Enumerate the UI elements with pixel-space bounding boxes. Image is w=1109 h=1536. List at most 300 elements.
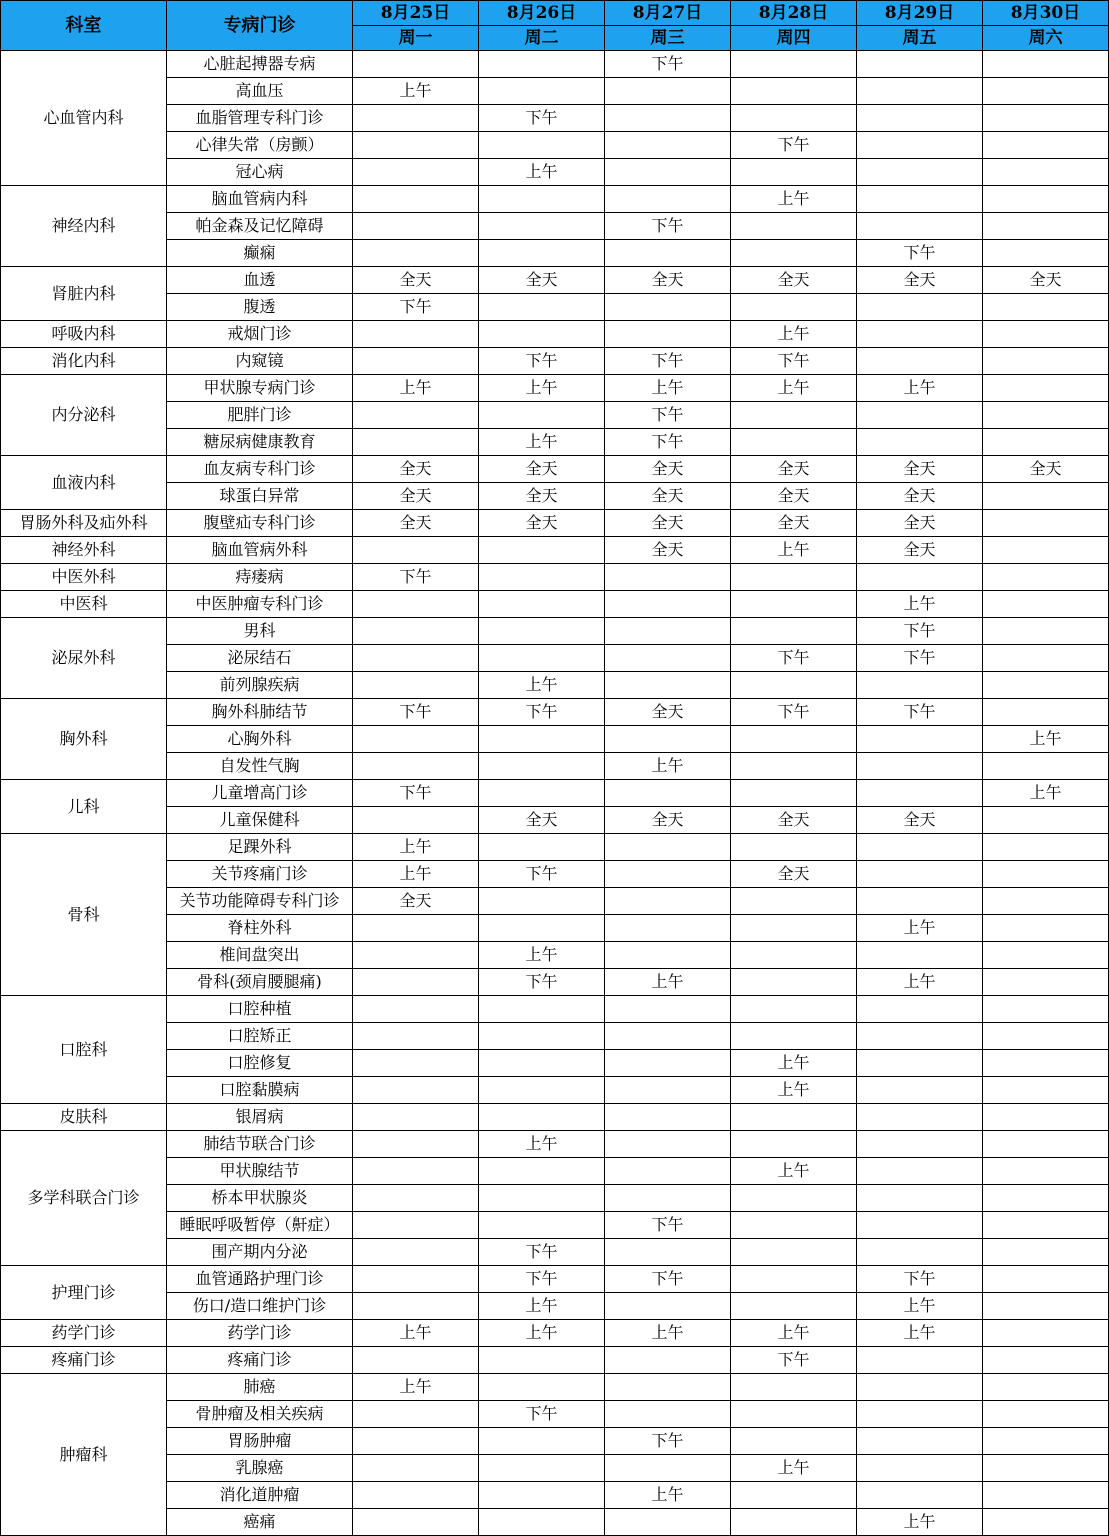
schedule-slot-cell	[983, 618, 1109, 645]
department-cell: 呼吸内科	[1, 321, 167, 348]
table-row	[1, 915, 1109, 942]
schedule-slot-cell	[605, 1050, 731, 1077]
schedule-slot-cell: 全天	[857, 456, 983, 483]
table-row	[1, 645, 1109, 672]
schedule-slot-cell: 全天	[605, 456, 731, 483]
schedule-slot-cell	[353, 915, 479, 942]
schedule-slot-cell: 上午	[857, 1509, 983, 1536]
schedule-slot-cell: 上午	[353, 1320, 479, 1347]
department-cell: 中医外科	[1, 564, 167, 591]
schedule-slot-cell	[479, 915, 605, 942]
schedule-slot-cell: 下午	[353, 780, 479, 807]
schedule-slot-cell: 全天	[353, 267, 479, 294]
schedule-slot-cell	[605, 780, 731, 807]
schedule-slot-cell	[353, 1266, 479, 1293]
clinic-cell: 肺癌	[167, 1374, 353, 1401]
schedule-slot-cell: 下午	[479, 969, 605, 996]
schedule-header	[1, 1, 1109, 51]
table-row	[1, 780, 1109, 807]
schedule-slot-cell	[479, 1077, 605, 1104]
schedule-slot-cell	[353, 807, 479, 834]
schedule-slot-cell	[353, 348, 479, 375]
schedule-slot-cell	[983, 1347, 1109, 1374]
schedule-slot-cell	[857, 105, 983, 132]
table-row	[1, 1374, 1109, 1401]
table-row	[1, 1185, 1109, 1212]
schedule-slot-cell	[605, 672, 731, 699]
schedule-slot-cell	[857, 294, 983, 321]
clinic-cell: 口腔矫正	[167, 1023, 353, 1050]
schedule-slot-cell	[983, 1023, 1109, 1050]
schedule-slot-cell	[353, 1293, 479, 1320]
schedule-slot-cell: 全天	[731, 456, 857, 483]
schedule-slot-cell	[605, 1158, 731, 1185]
schedule-slot-cell: 全天	[605, 537, 731, 564]
schedule-slot-cell	[731, 1374, 857, 1401]
schedule-slot-cell	[353, 753, 479, 780]
header-date: 8月30日	[983, 1, 1109, 26]
schedule-slot-cell: 全天	[857, 483, 983, 510]
clinic-cell: 儿童增高门诊	[167, 780, 353, 807]
schedule-slot-cell: 下午	[605, 429, 731, 456]
schedule-slot-cell	[983, 807, 1109, 834]
clinic-cell: 心脏起搏器专病	[167, 51, 353, 78]
header-date: 8月28日	[731, 1, 857, 26]
schedule-slot-cell	[353, 429, 479, 456]
table-row	[1, 699, 1109, 726]
clinic-cell: 儿童保健科	[167, 807, 353, 834]
department-cell: 消化内科	[1, 348, 167, 375]
schedule-slot-cell	[983, 645, 1109, 672]
clinic-cell: 糖尿病健康教育	[167, 429, 353, 456]
schedule-slot-cell: 全天	[479, 456, 605, 483]
schedule-slot-cell: 上午	[857, 969, 983, 996]
table-row	[1, 510, 1109, 537]
schedule-slot-cell: 下午	[605, 51, 731, 78]
schedule-slot-cell	[479, 1482, 605, 1509]
table-row	[1, 1293, 1109, 1320]
schedule-slot-cell	[983, 1239, 1109, 1266]
schedule-slot-cell	[353, 1077, 479, 1104]
table-row	[1, 267, 1109, 294]
schedule-slot-cell	[353, 1428, 479, 1455]
schedule-slot-cell	[857, 51, 983, 78]
table-row	[1, 1023, 1109, 1050]
table-row	[1, 402, 1109, 429]
clinic-cell: 关节功能障碍专科门诊	[167, 888, 353, 915]
header-weekday: 周五	[857, 26, 983, 51]
schedule-slot-cell: 上午	[731, 1077, 857, 1104]
table-row	[1, 51, 1109, 78]
clinic-cell: 腹壁疝专科门诊	[167, 510, 353, 537]
clinic-cell: 胸外科肺结节	[167, 699, 353, 726]
schedule-slot-cell	[983, 78, 1109, 105]
schedule-slot-cell	[983, 1428, 1109, 1455]
clinic-cell: 椎间盘突出	[167, 942, 353, 969]
table-row	[1, 240, 1109, 267]
schedule-slot-cell	[857, 1455, 983, 1482]
schedule-slot-cell	[353, 645, 479, 672]
clinic-cell: 泌尿结石	[167, 645, 353, 672]
schedule-slot-cell	[731, 996, 857, 1023]
schedule-slot-cell	[983, 942, 1109, 969]
schedule-slot-cell	[605, 1077, 731, 1104]
schedule-slot-cell	[605, 1293, 731, 1320]
schedule-slot-cell	[479, 564, 605, 591]
table-row	[1, 807, 1109, 834]
department-cell: 肿瘤科	[1, 1374, 167, 1536]
schedule-slot-cell	[983, 969, 1109, 996]
schedule-slot-cell: 全天	[479, 267, 605, 294]
department-cell: 皮肤科	[1, 1104, 167, 1131]
schedule-slot-cell	[479, 213, 605, 240]
table-row	[1, 105, 1109, 132]
schedule-slot-cell: 下午	[857, 1266, 983, 1293]
schedule-slot-cell: 上午	[353, 78, 479, 105]
schedule-slot-cell: 全天	[731, 267, 857, 294]
schedule-slot-cell	[353, 672, 479, 699]
schedule-slot-cell	[479, 645, 605, 672]
header-date: 8月26日	[479, 1, 605, 26]
schedule-slot-cell	[731, 726, 857, 753]
schedule-slot-cell	[731, 51, 857, 78]
schedule-slot-cell: 上午	[731, 1455, 857, 1482]
clinic-cell: 高血压	[167, 78, 353, 105]
schedule-slot-cell	[983, 888, 1109, 915]
schedule-slot-cell	[857, 1401, 983, 1428]
table-row	[1, 294, 1109, 321]
schedule-slot-cell	[353, 996, 479, 1023]
schedule-slot-cell	[479, 51, 605, 78]
clinic-cell: 冠心病	[167, 159, 353, 186]
schedule-slot-cell: 全天	[857, 510, 983, 537]
schedule-slot-cell	[983, 1482, 1109, 1509]
schedule-slot-cell	[983, 699, 1109, 726]
clinic-cell: 肺结节联合门诊	[167, 1131, 353, 1158]
schedule-slot-cell	[983, 1320, 1109, 1347]
schedule-slot-cell	[353, 159, 479, 186]
schedule-slot-cell: 上午	[479, 672, 605, 699]
clinic-cell: 疼痛门诊	[167, 1347, 353, 1374]
schedule-slot-cell: 下午	[605, 348, 731, 375]
schedule-slot-cell	[857, 726, 983, 753]
schedule-slot-cell	[983, 321, 1109, 348]
schedule-slot-cell	[983, 105, 1109, 132]
schedule-slot-cell: 上午	[479, 1293, 605, 1320]
clinic-cell: 中医肿瘤专科门诊	[167, 591, 353, 618]
header-weekday: 周四	[731, 26, 857, 51]
schedule-slot-cell: 上午	[857, 1320, 983, 1347]
department-cell: 药学门诊	[1, 1320, 167, 1347]
schedule-slot-cell	[605, 834, 731, 861]
header-department: 科室	[1, 1, 167, 51]
clinic-cell: 伤口/造口维护门诊	[167, 1293, 353, 1320]
schedule-slot-cell: 全天	[983, 456, 1109, 483]
table-row	[1, 591, 1109, 618]
schedule-slot-cell: 全天	[857, 537, 983, 564]
schedule-slot-cell	[353, 1104, 479, 1131]
schedule-slot-cell	[983, 1374, 1109, 1401]
schedule-slot-cell	[983, 564, 1109, 591]
table-row	[1, 753, 1109, 780]
schedule-slot-cell	[479, 888, 605, 915]
schedule-slot-cell: 上午	[731, 321, 857, 348]
table-row	[1, 1347, 1109, 1374]
schedule-slot-cell	[731, 618, 857, 645]
schedule-slot-cell	[605, 159, 731, 186]
schedule-slot-cell	[731, 1212, 857, 1239]
department-cell: 骨科	[1, 834, 167, 996]
schedule-slot-cell	[731, 1482, 857, 1509]
schedule-slot-cell: 下午	[605, 1266, 731, 1293]
schedule-slot-cell	[731, 105, 857, 132]
schedule-slot-cell	[479, 537, 605, 564]
schedule-slot-cell	[353, 402, 479, 429]
clinic-cell: 脊柱外科	[167, 915, 353, 942]
schedule-slot-cell	[731, 672, 857, 699]
schedule-slot-cell: 上午	[479, 942, 605, 969]
header-date: 8月25日	[353, 1, 479, 26]
schedule-slot-cell	[353, 969, 479, 996]
schedule-slot-cell	[983, 591, 1109, 618]
department-cell: 神经外科	[1, 537, 167, 564]
schedule-slot-cell: 下午	[857, 645, 983, 672]
schedule-slot-cell	[857, 753, 983, 780]
department-cell: 儿科	[1, 780, 167, 834]
schedule-slot-cell	[605, 1347, 731, 1374]
schedule-slot-cell	[479, 1455, 605, 1482]
header-date: 8月29日	[857, 1, 983, 26]
header-weekday: 周三	[605, 26, 731, 51]
schedule-slot-cell: 上午	[731, 1320, 857, 1347]
schedule-slot-cell: 全天	[731, 510, 857, 537]
schedule-slot-cell	[605, 1374, 731, 1401]
table-row	[1, 996, 1109, 1023]
schedule-slot-cell	[857, 834, 983, 861]
schedule-slot-cell	[353, 1023, 479, 1050]
schedule-slot-cell: 下午	[353, 699, 479, 726]
schedule-slot-cell: 上午	[605, 375, 731, 402]
schedule-slot-cell	[731, 213, 857, 240]
schedule-slot-cell: 下午	[857, 240, 983, 267]
department-cell: 中医科	[1, 591, 167, 618]
schedule-slot-cell	[605, 996, 731, 1023]
table-row	[1, 1131, 1109, 1158]
schedule-slot-cell: 全天	[983, 267, 1109, 294]
table-row	[1, 834, 1109, 861]
clinic-cell: 心律失常（房颤）	[167, 132, 353, 159]
table-row	[1, 1050, 1109, 1077]
clinic-cell: 自发性气胸	[167, 753, 353, 780]
schedule-slot-cell: 上午	[353, 834, 479, 861]
schedule-slot-cell: 全天	[605, 510, 731, 537]
clinic-cell: 口腔修复	[167, 1050, 353, 1077]
schedule-slot-cell	[731, 1401, 857, 1428]
schedule-slot-cell	[857, 1212, 983, 1239]
schedule-slot-cell	[479, 78, 605, 105]
schedule-slot-cell	[857, 429, 983, 456]
schedule-slot-cell: 下午	[353, 564, 479, 591]
clinic-cell: 药学门诊	[167, 1320, 353, 1347]
schedule-slot-cell	[353, 1131, 479, 1158]
table-row	[1, 1077, 1109, 1104]
schedule-slot-cell	[731, 1104, 857, 1131]
schedule-slot-cell	[857, 672, 983, 699]
schedule-slot-cell	[983, 51, 1109, 78]
table-row	[1, 321, 1109, 348]
schedule-slot-cell: 上午	[605, 1482, 731, 1509]
schedule-slot-cell	[857, 402, 983, 429]
schedule-slot-cell	[479, 1347, 605, 1374]
table-row	[1, 186, 1109, 213]
table-row	[1, 1509, 1109, 1536]
schedule-slot-cell	[857, 321, 983, 348]
department-cell: 肾脏内科	[1, 267, 167, 321]
schedule-slot-cell	[983, 1455, 1109, 1482]
schedule-slot-cell	[605, 888, 731, 915]
schedule-slot-cell: 下午	[353, 294, 479, 321]
schedule-slot-cell	[605, 1023, 731, 1050]
schedule-slot-cell	[731, 1509, 857, 1536]
schedule-slot-cell	[983, 672, 1109, 699]
schedule-slot-cell: 全天	[731, 483, 857, 510]
schedule-slot-cell: 上午	[731, 1050, 857, 1077]
schedule-body	[1, 51, 1109, 1536]
schedule-slot-cell	[731, 834, 857, 861]
schedule-slot-cell	[479, 1050, 605, 1077]
clinic-cell: 肥胖门诊	[167, 402, 353, 429]
header-date: 8月27日	[605, 1, 731, 26]
schedule-slot-cell	[479, 402, 605, 429]
clinic-cell: 癫痫	[167, 240, 353, 267]
schedule-slot-cell	[353, 591, 479, 618]
schedule-slot-cell	[353, 618, 479, 645]
schedule-slot-cell: 上午	[857, 1293, 983, 1320]
schedule-slot-cell: 下午	[731, 1347, 857, 1374]
schedule-slot-cell	[605, 240, 731, 267]
schedule-slot-cell	[857, 1077, 983, 1104]
table-row	[1, 942, 1109, 969]
department-cell: 护理门诊	[1, 1266, 167, 1320]
schedule-slot-cell: 全天	[479, 483, 605, 510]
table-row	[1, 1239, 1109, 1266]
schedule-slot-cell	[857, 348, 983, 375]
schedule-slot-cell	[605, 1185, 731, 1212]
schedule-slot-cell	[353, 1158, 479, 1185]
schedule-slot-cell	[983, 240, 1109, 267]
schedule-slot-cell	[857, 564, 983, 591]
schedule-slot-cell	[353, 321, 479, 348]
schedule-slot-cell: 下午	[605, 1428, 731, 1455]
schedule-slot-cell	[731, 294, 857, 321]
clinic-cell: 内窥镜	[167, 348, 353, 375]
schedule-slot-cell: 全天	[479, 807, 605, 834]
schedule-slot-cell	[731, 429, 857, 456]
header-weekday: 周一	[353, 26, 479, 51]
schedule-slot-cell	[479, 1023, 605, 1050]
schedule-slot-cell	[479, 1185, 605, 1212]
table-row	[1, 1212, 1109, 1239]
schedule-slot-cell	[731, 1428, 857, 1455]
schedule-slot-cell: 上午	[983, 726, 1109, 753]
schedule-slot-cell	[983, 996, 1109, 1023]
schedule-slot-cell	[479, 591, 605, 618]
schedule-slot-cell	[857, 1158, 983, 1185]
schedule-slot-cell	[983, 1293, 1109, 1320]
clinic-cell: 血管通路护理门诊	[167, 1266, 353, 1293]
schedule-slot-cell	[353, 1239, 479, 1266]
clinic-cell: 血透	[167, 267, 353, 294]
clinic-cell: 胃肠肿瘤	[167, 1428, 353, 1455]
schedule-slot-cell	[353, 1455, 479, 1482]
clinic-cell: 癌痛	[167, 1509, 353, 1536]
schedule-slot-cell: 上午	[605, 969, 731, 996]
schedule-slot-cell	[605, 186, 731, 213]
table-row	[1, 888, 1109, 915]
schedule-slot-cell	[605, 1104, 731, 1131]
schedule-slot-cell	[983, 375, 1109, 402]
table-row	[1, 1428, 1109, 1455]
schedule-slot-cell: 全天	[353, 888, 479, 915]
clinic-cell: 关节疼痛门诊	[167, 861, 353, 888]
schedule-slot-cell	[353, 1401, 479, 1428]
schedule-slot-cell: 下午	[731, 645, 857, 672]
schedule-slot-cell	[983, 1401, 1109, 1428]
clinic-cell: 银屑病	[167, 1104, 353, 1131]
schedule-slot-cell	[857, 1374, 983, 1401]
table-row	[1, 375, 1109, 402]
table-row	[1, 78, 1109, 105]
schedule-slot-cell	[731, 78, 857, 105]
schedule-slot-cell	[605, 78, 731, 105]
schedule-slot-cell: 上午	[479, 1320, 605, 1347]
schedule-slot-cell	[479, 1158, 605, 1185]
clinic-cell: 血友病专科门诊	[167, 456, 353, 483]
schedule-slot-cell	[479, 996, 605, 1023]
department-cell: 心血管内科	[1, 51, 167, 186]
schedule-slot-cell	[479, 1374, 605, 1401]
schedule-slot-cell: 上午	[479, 1131, 605, 1158]
schedule-slot-cell	[353, 186, 479, 213]
schedule-slot-cell	[983, 861, 1109, 888]
schedule-slot-cell: 上午	[353, 861, 479, 888]
schedule-slot-cell	[857, 888, 983, 915]
schedule-slot-cell	[983, 348, 1109, 375]
schedule-slot-cell	[983, 1077, 1109, 1104]
schedule-slot-cell: 全天	[353, 483, 479, 510]
schedule-slot-cell	[353, 105, 479, 132]
schedule-slot-cell	[857, 1185, 983, 1212]
table-row	[1, 429, 1109, 456]
schedule-slot-cell	[353, 1509, 479, 1536]
table-row	[1, 969, 1109, 996]
schedule-slot-cell	[605, 915, 731, 942]
clinic-cell: 围产期内分泌	[167, 1239, 353, 1266]
schedule-slot-cell: 上午	[353, 375, 479, 402]
schedule-slot-cell: 全天	[605, 267, 731, 294]
schedule-slot-cell	[983, 1212, 1109, 1239]
schedule-slot-cell	[353, 942, 479, 969]
schedule-slot-cell	[479, 321, 605, 348]
department-cell: 疼痛门诊	[1, 1347, 167, 1374]
schedule-slot-cell: 全天	[857, 807, 983, 834]
schedule-slot-cell	[983, 429, 1109, 456]
schedule-slot-cell: 上午	[605, 753, 731, 780]
schedule-slot-cell	[605, 564, 731, 591]
clinic-cell: 甲状腺结节	[167, 1158, 353, 1185]
department-cell: 口腔科	[1, 996, 167, 1104]
schedule-slot-cell: 上午	[857, 375, 983, 402]
